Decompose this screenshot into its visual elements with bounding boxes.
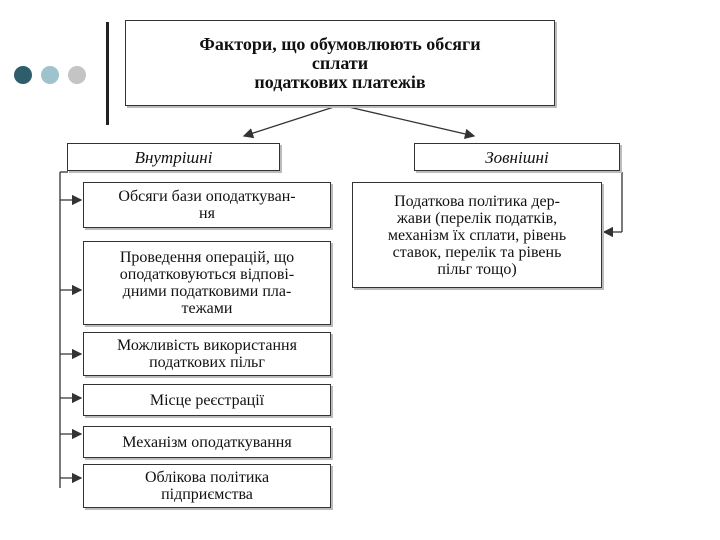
- connector-title-to-internal: [244, 105, 340, 136]
- internal-item-tax-benefits: Можливість використання податкових пільг: [83, 332, 331, 376]
- internal-item-tax-base: Обсяги бази оподаткуван- ня: [83, 182, 331, 228]
- internal-item-accounting-policy: Облікова політика підприємства: [83, 464, 331, 508]
- internal-factors-header: Внутрішні: [67, 143, 280, 171]
- internal-item-registration-place: Місце реєстрації: [83, 384, 331, 416]
- external-item-state-tax-policy: Податкова політика дер- жави (перелік податків, механізм їх сплати, рівень ставок, перелік та рівень пільг тощо): [352, 182, 602, 288]
- external-factors-header: Зовнішні: [414, 143, 620, 171]
- connector-title-to-external: [340, 105, 474, 136]
- internal-item-taxable-operations: Проведення операцій, що оподатковуються відпові- дними податковими пла- тежами: [83, 241, 331, 325]
- internal-item-taxation-mechanism: Механізм оподаткування: [83, 426, 331, 458]
- diagram-title-box: Фактори, що обумовлюють обсяги сплати податкових платежів: [125, 20, 555, 106]
